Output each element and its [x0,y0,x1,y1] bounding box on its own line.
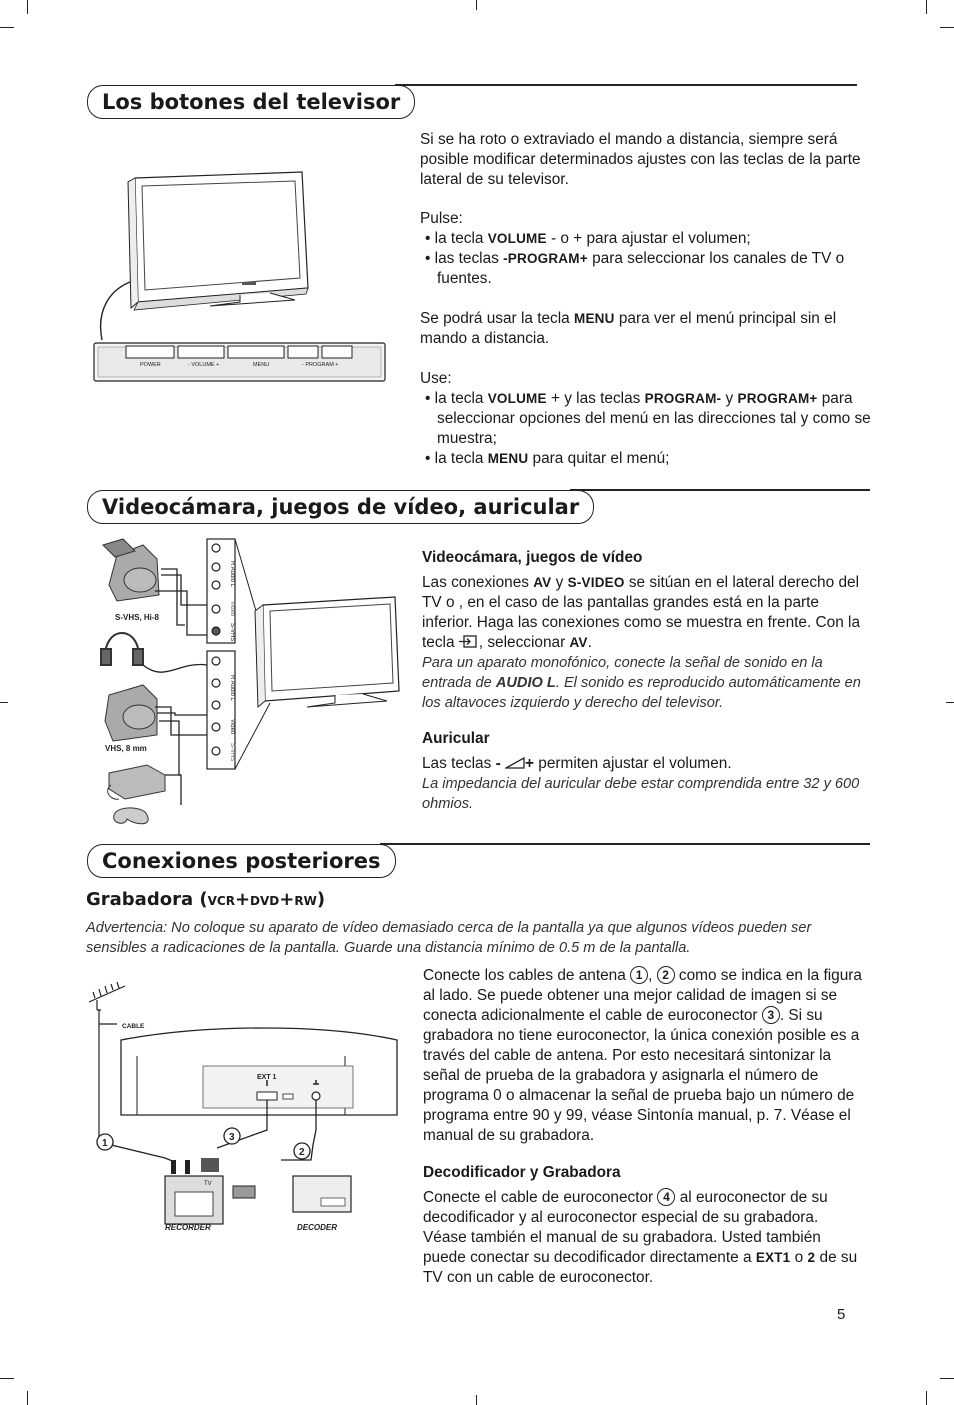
warning-text: Advertencia: No coloque su aparato de vídeo demasiado cerca de la pantalla ya que algunos vídeos pueden ser sensibles a radicaciones de la pantalla. Guarde una distancia mínimo de 0.5 m de la pantalla. [86,920,812,956]
antenna-socket [312,1092,320,1100]
intro-text: Si se ha roto o extraviado el mando a distancia, siempre será posible modificar determinados ajustes con las teclas de la parte lateral de su televisor. [420,131,861,188]
cable-label: CABLE [122,1023,145,1030]
decoder-label: DECODER [297,1223,338,1232]
svg-text:1: 1 [102,1138,108,1149]
rear-body [423,966,863,1288]
crop-mark [476,0,477,10]
power-label: POWER [140,362,161,368]
rear-connection-illustration [85,980,405,1240]
panel-label: S-VHS [229,743,235,762]
crop-mark [0,27,14,28]
antenna-cable [99,1010,117,1142]
panel-label: Video [229,719,235,735]
decoder-box [293,1176,351,1212]
recorder-label: RECORDER [165,1223,211,1232]
headphones-icon [101,633,143,665]
scart-socket [257,1092,277,1100]
crop-mark [0,1378,14,1379]
crop-mark [0,702,8,703]
section-title-buttons: Los botones del televisor [87,85,415,119]
crop-mark [27,1391,28,1405]
buttons-body [420,130,882,469]
tv-side-buttons-illustration [90,160,390,385]
subheading-decoder: Decodificador y Grabadora [423,1164,621,1181]
volume-label: - VOLUME + [188,362,220,368]
decoder-text: Conecte el cable de euroconector 4 al euroconector de su decodificador y al euroconector especial de su grabadora. Véase también el manual de su grabadora. Usted también puede conectar su decodificador directamente a EXT1 o 2 de su TV con un cable de euroconector. [423,1189,858,1286]
subheading-camcorder: Videocámara, juegos de vídeo [422,549,643,566]
av-text: Las conexiones AV y S-VIDEO se sitúan en el lateral derecho del TV o , en el caso de las pantallas grandes está en la parte inferior. Haga las conexiones como se muestra en frente. Con la tecla , seleccionar AV. [422,574,861,651]
recorder-heading: Grabadora (VCR+DVD+RW) [86,889,326,910]
section-title-camcorder: Videocámara, juegos de vídeo, auricular [87,490,594,524]
section-rule [395,84,857,86]
subheading-headphone: Auricular [422,730,490,747]
vhs-label: VHS, 8 mm [105,744,147,753]
section-rule [570,489,870,491]
svhs-label: S-VHS, Hi-8 [115,613,160,622]
menu-button [228,346,284,358]
section-title-rear: Conexiones posteriores [87,844,396,878]
panel-label: R Audio L [229,675,235,702]
page-number: 5 [837,1306,846,1323]
bullet-volume: • la tecla VOLUME - o + para ajustar el volumen; [425,230,751,247]
camcorder-connection-illustration [95,535,415,830]
crop-mark [940,1378,954,1379]
bullet-program: • las teclas -PROGRAM+ para seleccionar los canales de TV o fuentes. [425,250,845,287]
crop-mark [926,0,927,14]
impedance-note: La impedancia del auricular debe estar comprendida entre 32 y 600 ohmios. [422,776,860,812]
volume-wedge-icon [505,757,525,769]
panel-label: R Audio L [229,561,235,588]
tv-label: TV [204,1181,212,1187]
volume-plus-button [288,346,318,358]
crop-mark [27,0,28,14]
crop-mark [946,702,954,703]
headphone-text: Las teclas - + permiten ajustar el volumen. [422,755,732,772]
crop-mark [940,27,954,28]
pointer-line [101,282,130,340]
bullet-navigate: • la tecla VOLUME + y las teclas PROGRAM- y PROGRAM+ para seleccionar opciones del menú en las direcciones tal y como se muestra; [425,390,871,447]
antenna-text: Conecte los cables de antena 1 , 2 como se indica en la figura al lado. Se puede obtener una mejor calidad de imagen si se conecta adicionalmente el cable de euroconector 3 . Si su grabadora no tiene euroconector, la única conexión posible es a través del cable de antena. Por esto necesitará sintonizar la señal de prueba de la grabadora y asignarla el número de programa 0 o almacenar la señal de prueba bajo un número de programa entre 90 y 99, véase Sintonía manual, p. 7. Véase el manual de su grabadora. [423,967,862,1144]
program-button [322,346,352,358]
panel-label: S-VHS [229,623,235,642]
source-key-icon [459,635,479,648]
svg-text:3: 3 [229,1132,235,1143]
bullet-menu-quit: • la tecla MENU para quitar el menú; [425,450,670,467]
crop-mark [926,1391,927,1405]
volume-minus-button [178,346,224,358]
menu-text: Se podrá usar la tecla MENU para ver el menú principal sin el mando a distancia. [420,310,837,347]
svg-text:2: 2 [299,1147,305,1158]
mono-note: Para un aparato monofónico, conecte la señal de sonido en la entrada de AUDIO L. El sonido es reproducido automáticamente en los altavoces izquierdo y derecho del televisor. [422,655,861,711]
camcorder-icon [105,685,157,741]
menu-label: MENU [253,362,270,368]
program-label: - PROGRAM + [302,362,339,368]
game-console-icon [108,765,165,824]
camcorder-body [422,548,862,814]
panel-label: Video [229,601,235,617]
pulse-text: Pulse: [420,210,463,227]
tv-front-icon [128,172,308,310]
antenna-icon [89,982,125,1010]
camcorder-icon [103,539,159,601]
crop-mark [476,1395,477,1405]
power-button [126,346,174,358]
tv-front-icon [255,597,399,707]
use-text: Use: [420,370,452,387]
ext1-label: EXT 1 [257,1074,277,1081]
section-rule [380,843,870,845]
